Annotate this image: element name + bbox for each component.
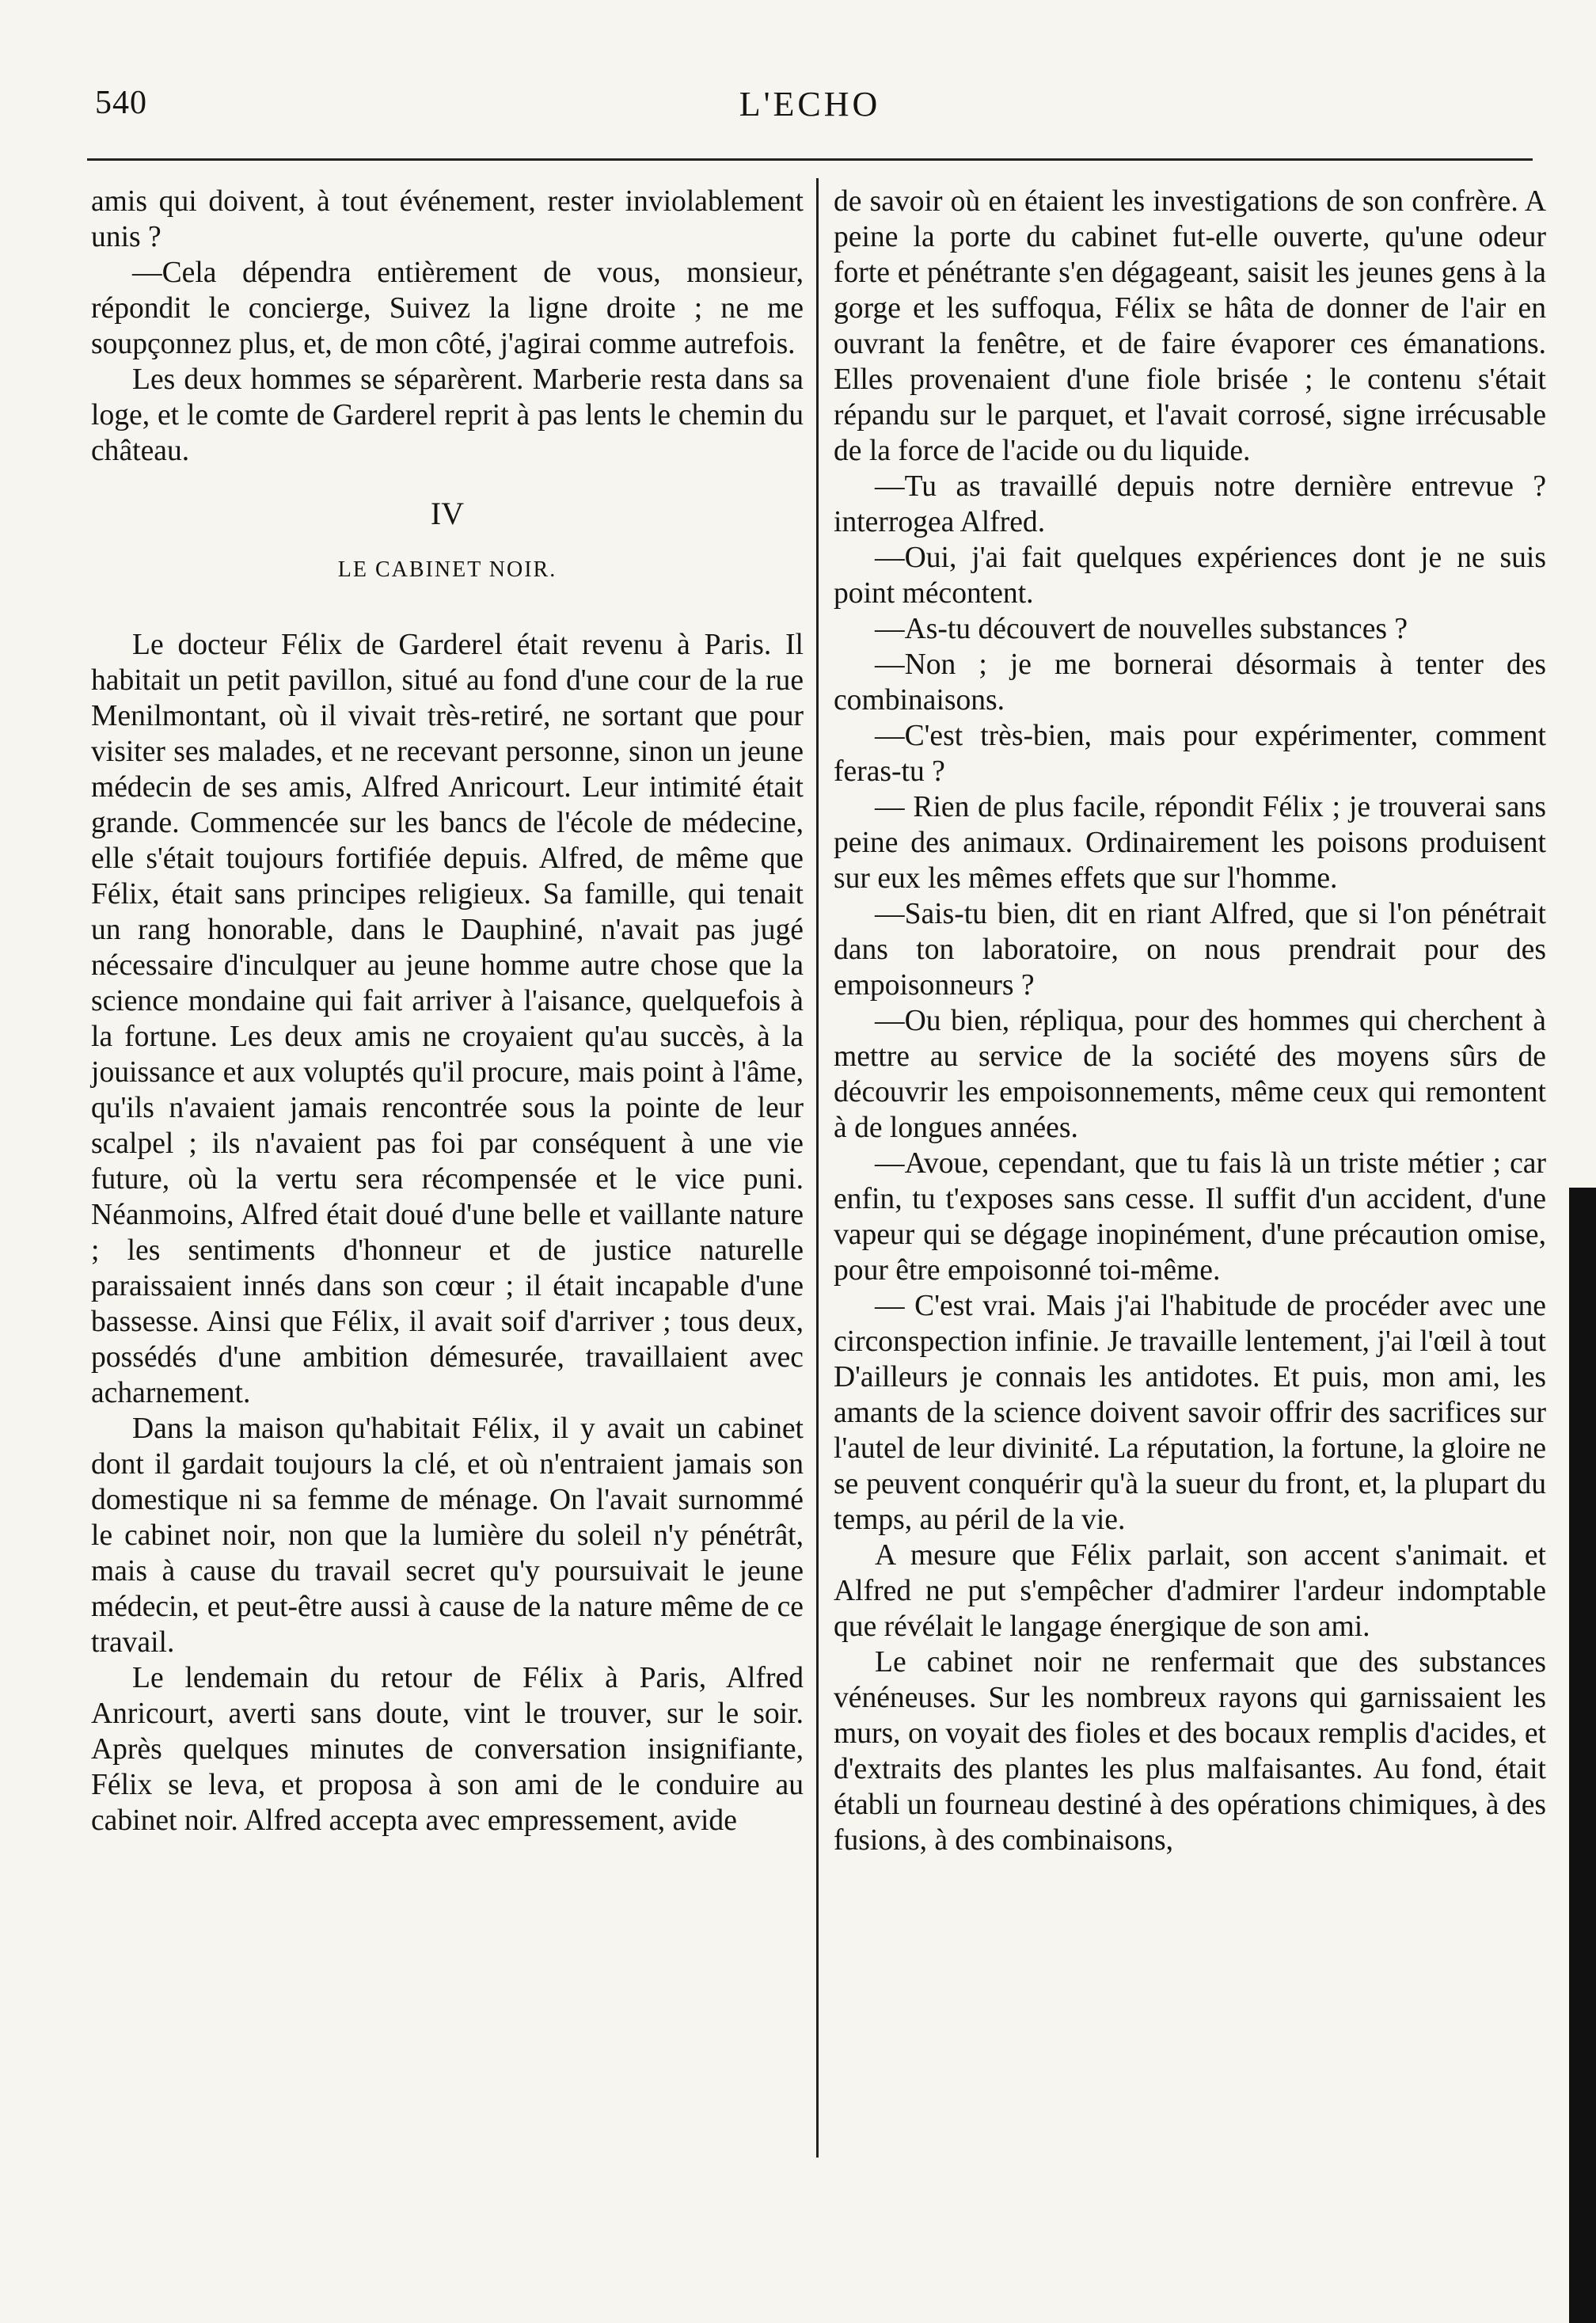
paragraph: —Non ; je me bornerai désormais à tenter des combinaisons. [834, 648, 1546, 717]
paragraph: Les deux hommes se séparèrent. Marberie resta dans sa loge, et le comte de Garderel reprit à pas lents le chemin du château. [91, 363, 804, 467]
paragraph: de savoir où en étaient les investigations de son confrère. A peine la porte du cabinet fut-elle ouverte, qu'une odeur forte et pénétrante s'en dégageant, saisit les jeunes gens à la gorge et les suffoqua, Félix se hâta de donner de l'air en ouvrant la fenêtre, et de faire évaporer ces émanations. Elles provenaient d'une fiole brisée ; le contenu s'était répandu sur le parquet, et l'avait corrosé, signe irrécusable de la force de l'acide ou du liquide. [834, 185, 1546, 467]
right-column [834, 184, 1546, 1858]
paragraph: — C'est vrai. Mais j'ai l'habitude de procéder avec une circonspection infinie. Je travaille lentement, j'ai l'œil à tout D'ailleurs je connais les antidotes. Et puis, mon ami, les amants de la science doivent savoir offrir des sacrifices sur l'autel de leur divinité. La réputation, la fortune, la gloire ne se peuvent conquérir qu'à la sueur du front, et, la plupart du temps, au péril de la vie. [834, 1290, 1546, 1536]
page-binding-shadow [1569, 1188, 1596, 2323]
left-column [91, 184, 804, 1838]
paragraph: amis qui doivent, à tout événement, rester inviolablement unis ? [91, 185, 804, 253]
paragraph: — Rien de plus facile, répondit Félix ; je trouverai sans peine des animaux. Ordinairement les poisons produisent sur eux les mêmes effets que sur l'homme. [834, 791, 1546, 895]
paragraph: —Ou bien, répliqua, pour des hommes qui cherchent à mettre au service de la société des moyens sûrs de découvrir les empoisonnements, même ceux qui remontent à de longues années. [834, 1005, 1546, 1144]
paragraph: —Sais-tu bien, dit en riant Alfred, que si l'on pénétrait dans ton laboratoire, on nous prendrait pour des empoisonneurs ? [834, 898, 1546, 1002]
page-header [87, 79, 1533, 135]
section-title: LE CABINET NOIR. [337, 557, 557, 582]
paragraph: Le lendemain du retour de Félix à Paris, Alfred Anricourt, averti sans doute, vint le trouver, sur le soir. Après quelques minutes de conversation insignifiante, Félix se leva, et proposa à son ami de le conduire au cabinet noir. Alfred accepta avec empressement, avide [91, 1662, 804, 1837]
column-divider [816, 178, 819, 2158]
section-number: IV [430, 496, 465, 531]
paragraph: —Avoue, cependant, que tu fais là un triste métier ; car enfin, tu t'exposes sans cesse. Il suffit d'un accident, d'une vapeur qui se dégage inopinément, d'une précaution omise, pour être empoisonné toi-même. [834, 1147, 1546, 1287]
paragraph: —As-tu découvert de nouvelles substances ? [875, 613, 1408, 645]
paragraph: Le cabinet noir ne renfermait que des substances vénéneuses. Sur les nombreux rayons qui garnissaient les murs, on voyait des fioles et des bocaux remplis d'acides, et d'extraits des plantes les plus malfaisantes. Au fond, était établi un fourneau destiné à des opérations chimiques, à des fusions, à des combinaisons, [834, 1646, 1546, 1857]
running-title: L'ECHO [739, 85, 881, 124]
paragraph: Le docteur Félix de Garderel était revenu à Paris. Il habitait un petit pavillon, situé au fond d'une cour de la rue Menilmontant, où il vivait très-retiré, ne sortant que pour visiter ses malades, et ne recevant personne, sinon un jeune médecin de ses amis, Alfred Anricourt. Leur intimité était grande. Commencée sur les bancs de l'école de médecine, elle s'était toujours fortifiée depuis. Alfred, de même que Félix, était sans principes religieux. Sa famille, qui tenait un rang honorable, dans le Dauphiné, n'avait pas jugé nécessaire d'inculquer au jeune homme autre chose que la science mondaine qui fait arriver à l'aisance, quelquefois à la fortune. Les deux amis ne croyaient qu'au succès, à la jouissance et aux voluptés qu'il procure, mais point à l'âme, qu'ils n'avaient jamais rencontrée sous la pointe de leur scalpel ; ils n'avaient pas foi par conséquent à une vie future, où la vertu sera récompensée et le vice puni. Néanmoins, Alfred était doué d'une belle et vaillante nature ; les sentiments d'honneur et de justice naturelle paraissaient innés dans son cœur ; il était incapable d'une bassesse. Ainsi que Félix, il avait soif d'arriver ; tous deux, possédés d'une ambition démesurée, travaillaient avec acharnement. [91, 629, 804, 1409]
paragraph: A mesure que Félix parlait, son accent s'animait. et Alfred ne put s'empêcher d'admirer l'ardeur indomptable que révélait le langage énergique de son ami. [834, 1539, 1546, 1643]
paragraph: Dans la maison qu'habitait Félix, il y avait un cabinet dont il gardait toujours la clé, et où n'entraient jamais son domestique ni sa femme de ménage. On l'avait surnommé le cabinet noir, non que la lumière du soleil n'y pénétrât, mais à cause du travail secret qu'y poursuivait le jeune médecin, et peut-être aussi à cause de la nature même de ce travail. [91, 1412, 804, 1659]
page-number: 540 [95, 85, 147, 121]
paragraph: —Oui, j'ai fait quelques expériences dont je ne suis point mécontent. [834, 542, 1546, 610]
paragraph: —Cela dépendra entièrement de vous, monsieur, répondit le concierge, Suivez la ligne droite ; ne me soupçonnez plus, et, de mon côté, j'agirai comme autrefois. [91, 257, 804, 360]
paragraph: —C'est très-bien, mais pour expérimenter, comment feras-tu ? [834, 720, 1546, 788]
header-rule [87, 158, 1533, 161]
paragraph: —Tu as travaillé depuis notre dernière entrevue ? interrogea Alfred. [834, 470, 1546, 538]
